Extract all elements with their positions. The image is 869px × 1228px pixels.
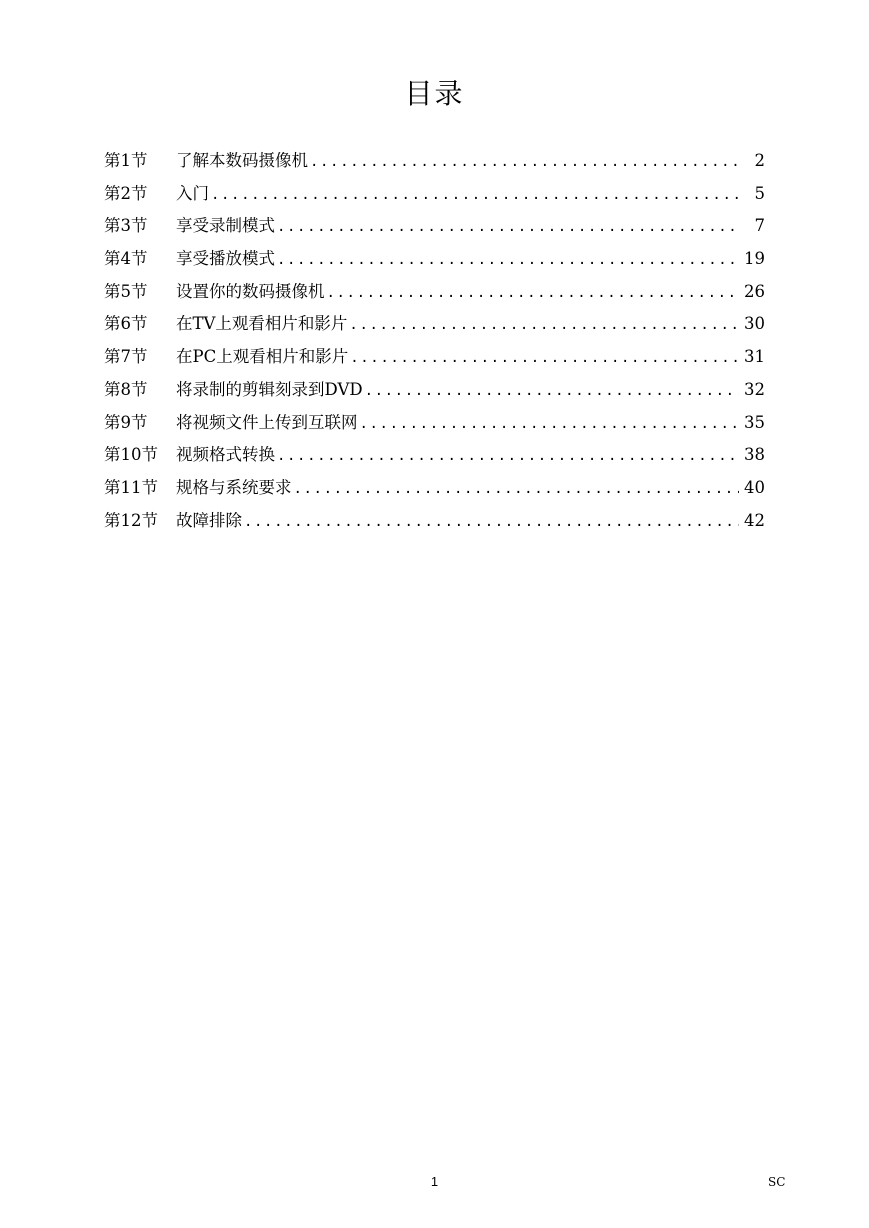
toc-entry-title: 设置你的数码摄像机 <box>176 281 325 301</box>
dot-leader <box>275 211 739 244</box>
toc-section-label: 第9节 <box>104 412 148 432</box>
toc-entry-title: 故障排除 <box>176 510 242 530</box>
toc-entry-title: 规格与系统要求 <box>176 477 292 497</box>
toc-page-number: 42 <box>744 510 765 530</box>
dot-leader <box>363 375 739 408</box>
toc-page-number: 2 <box>754 151 765 170</box>
toc-entry[interactable] <box>104 439 765 472</box>
toc-entry[interactable] <box>104 341 765 374</box>
toc-page-number: 40 <box>744 477 765 497</box>
toc-page-number: 19 <box>744 249 765 269</box>
table-of-contents <box>104 145 765 537</box>
toc-entry-title: 了解本数码摄像机 <box>176 151 308 170</box>
toc-entry[interactable] <box>104 243 765 276</box>
dot-leader <box>358 408 740 441</box>
toc-entry[interactable] <box>104 210 765 243</box>
toc-entry[interactable] <box>104 145 765 178</box>
dot-leader <box>347 309 739 342</box>
toc-entry[interactable] <box>104 505 765 538</box>
toc-section-label: 第12节 <box>104 510 158 530</box>
toc-entry-title: 将视频文件上传到互联网 <box>176 412 358 432</box>
toc-entry-title: 在TV上观看相片和影片 <box>176 314 348 334</box>
toc-entry-title: 视频格式转换 <box>176 445 275 465</box>
toc-page-number: 31 <box>744 347 765 367</box>
toc-page-number: 38 <box>744 445 765 465</box>
toc-section-label: 第3节 <box>104 216 148 236</box>
toc-page-number: 7 <box>754 216 765 236</box>
dot-leader <box>275 244 739 277</box>
toc-section-label: 第4节 <box>104 249 148 269</box>
page-number: 1 <box>430 1174 439 1189</box>
toc-section-label: 第10节 <box>104 445 158 465</box>
toc-section-label: 第6节 <box>104 314 148 334</box>
toc-entry-title: 入门 <box>176 183 209 203</box>
toc-section-label: 第11节 <box>104 477 158 497</box>
footer-language-code: SC <box>768 1175 786 1189</box>
dot-leader <box>292 473 740 506</box>
dot-leader <box>275 440 739 473</box>
toc-page-number: 30 <box>744 314 765 334</box>
toc-entry-title: 将录制的剪辑刻录到DVD <box>176 379 363 399</box>
toc-section-label: 第1节 <box>104 151 148 170</box>
dot-leader <box>348 342 739 375</box>
toc-entry[interactable] <box>104 178 765 211</box>
toc-entry[interactable] <box>104 407 765 440</box>
toc-page-number: 32 <box>744 379 765 399</box>
toc-section-label: 第8节 <box>104 379 148 399</box>
toc-entry[interactable] <box>104 276 765 309</box>
page-title: 目录 <box>404 77 465 110</box>
toc-section-label: 第5节 <box>104 281 148 301</box>
dot-leader <box>242 506 739 539</box>
toc-section-label: 第2节 <box>104 183 148 203</box>
toc-entry[interactable] <box>104 374 765 407</box>
dot-leader <box>325 277 740 310</box>
toc-entry-title: 在PC上观看相片和影片 <box>176 347 349 367</box>
toc-entry-title: 享受录制模式 <box>176 216 275 236</box>
toc-page-number: 35 <box>744 412 765 432</box>
toc-entry[interactable] <box>104 308 765 341</box>
dot-leader <box>209 179 739 212</box>
toc-page-number: 26 <box>744 281 765 301</box>
toc-page-number: 5 <box>754 183 765 203</box>
toc-entry[interactable] <box>104 472 765 505</box>
dot-leader <box>308 146 739 179</box>
toc-entry-title: 享受播放模式 <box>176 249 275 269</box>
toc-section-label: 第7节 <box>104 347 148 367</box>
